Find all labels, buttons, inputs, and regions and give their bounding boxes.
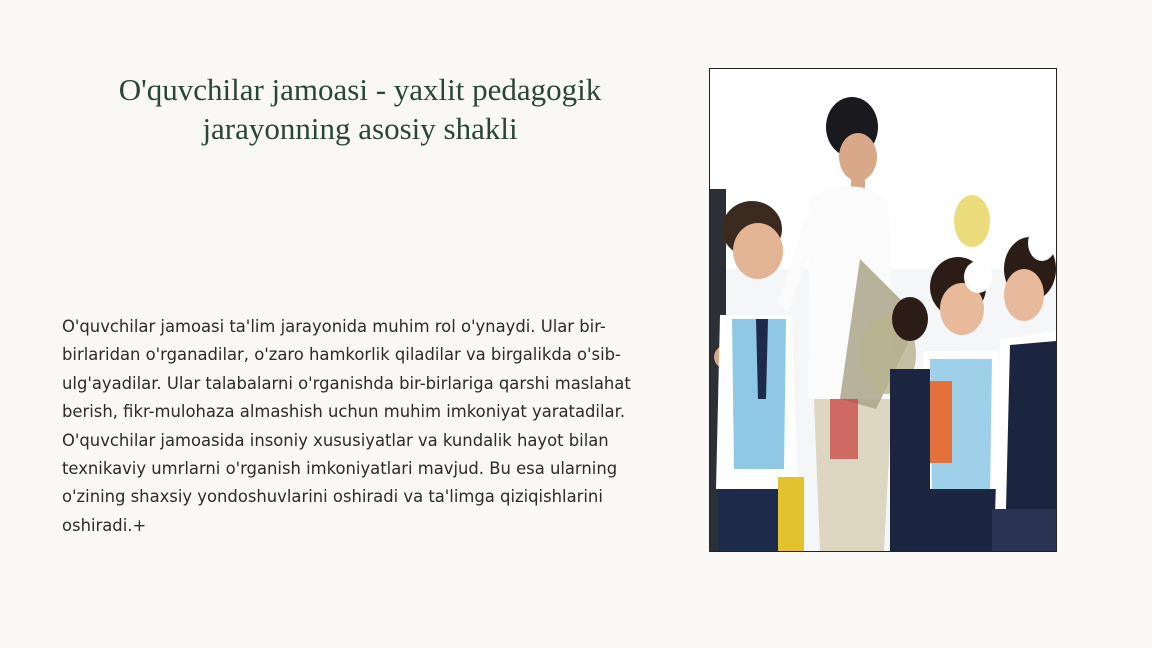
- teacher-with-students-photo: [709, 68, 1057, 552]
- slide-title: O'quvchilar jamoasi - yaxlit pedagogik jarayonning asosiy shakli: [118, 72, 602, 146]
- slide-body-text: O'quvchilar jamoasi ta'lim jarayonida muhim rol o'ynaydi. Ular bir-birlaridan o'rganadilar, o'zaro hamkorlik qiladilar va birgalikda o'sib-ulg'ayadilar. Ular talabalarni o'rganishda bir-birlariga qarshi maslahat berish, fikr-mulohaza almashish uchun muhim imkoniyat yaratadilar. O'quvchilar jamoasida insoniy xususiyatlar va kundalik hayot bilan texnikaviy umrlarni o'rganish imkoniyatlari mavjud. Bu esa ularning o'zining shaxsiy yondoshuvlarini oshiradi va ta'limga qiziqishlarini oshiradi.+: [62, 317, 631, 535]
